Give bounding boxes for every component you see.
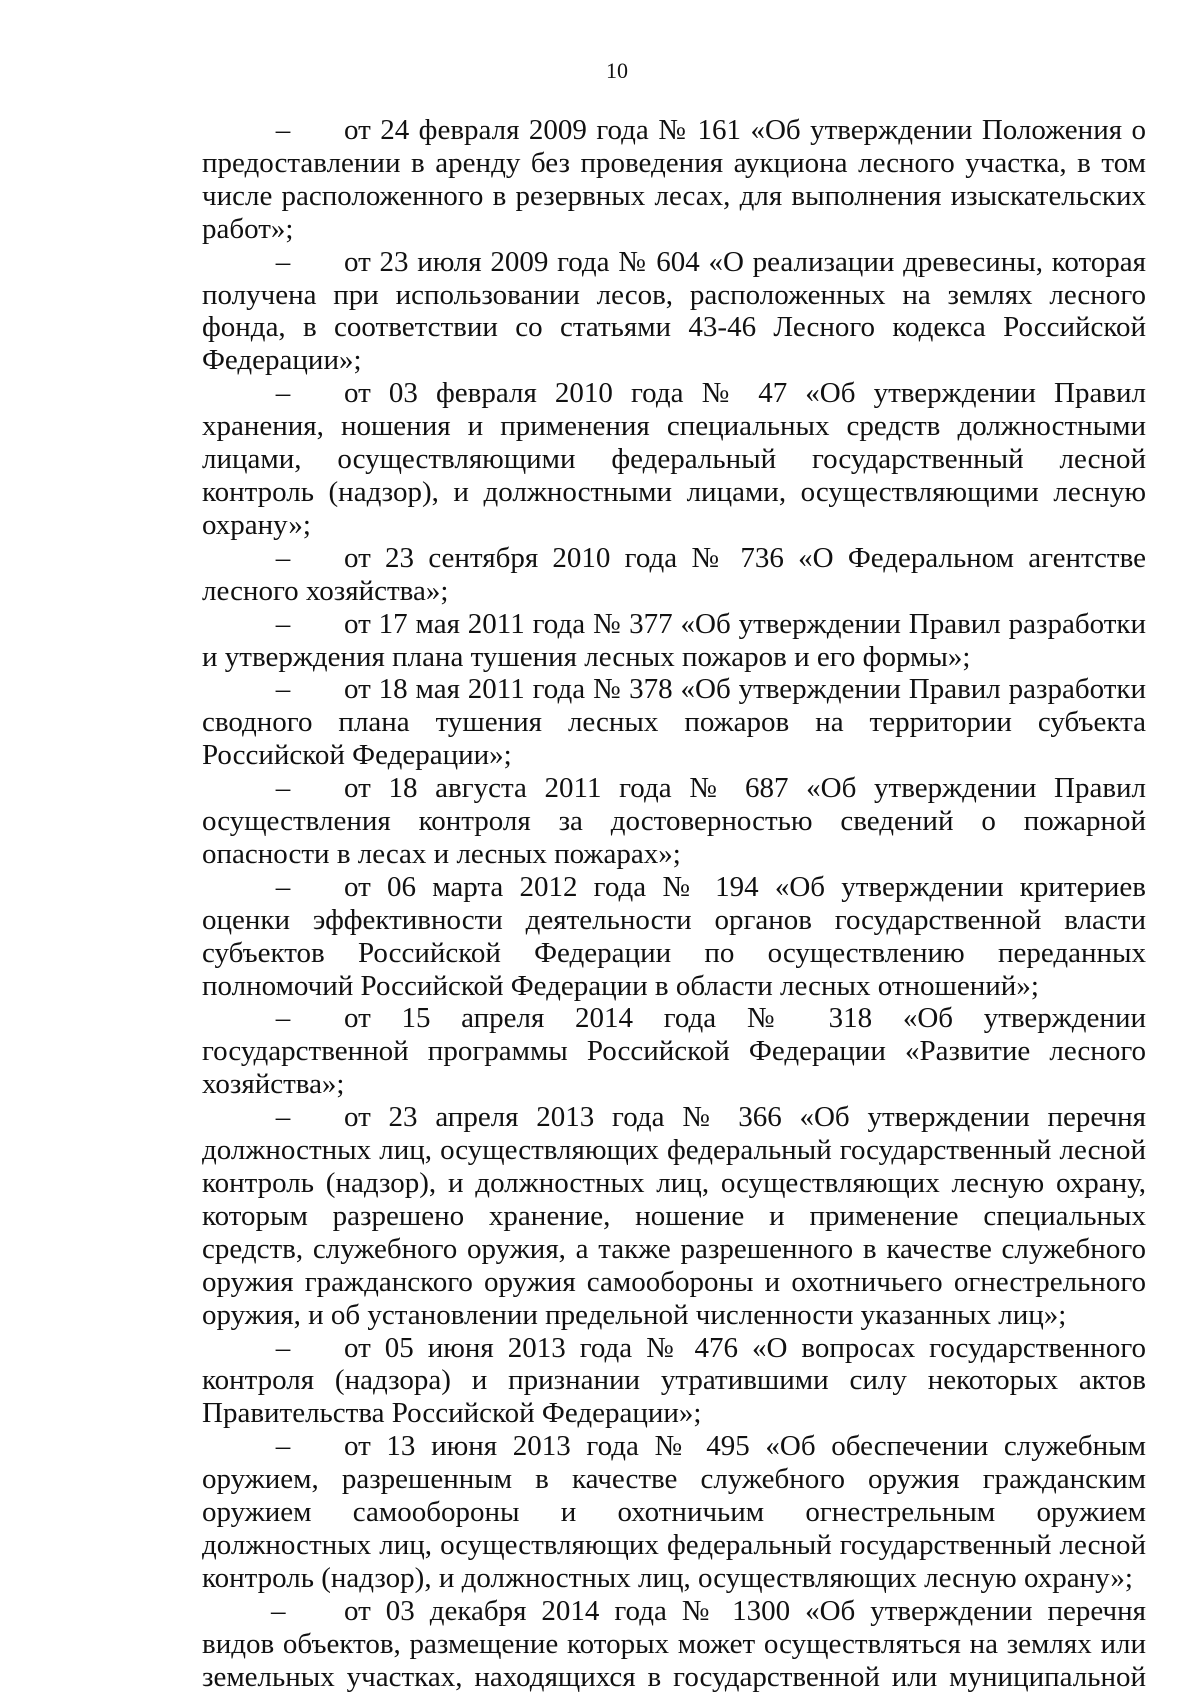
decree-item xyxy=(202,1332,1146,1431)
decree-item xyxy=(202,377,1146,542)
decree-item xyxy=(202,1002,1146,1101)
dash-marker: – xyxy=(275,377,291,410)
decree-text: от 23 апреля 2013 года № 366 «Об утверждении перечня должностных лиц, осуществляющих федеральный государственный лесной контроль (надзор), и должностных лиц, осуществляющих лесную охрану, которым разрешено хранение, ношение и применение специальных средств, служебного оружия, а также разрешенного в качестве служебного оружия гражданского оружия самообороны и охотничьего огнестрельного оружия, и об установлении предельной численности указанных лиц»; xyxy=(202,1101,1146,1331)
dash-marker: – xyxy=(275,541,291,574)
decree-text: от 05 июня 2013 года № 476 «О вопросах государственного контроля (надзора) и признании утратившими силу некоторых актов Правительства Российской Федерации»; xyxy=(202,1331,1146,1430)
decree-item xyxy=(202,114,1146,246)
decree-item xyxy=(202,1430,1146,1595)
decree-text: от 15 апреля 2014 года № 318 «Об утверждении государственной программы Российской Федерации «Развитие лесного хозяйства»; xyxy=(202,1002,1146,1101)
dash-marker: – xyxy=(275,673,291,706)
decree-item xyxy=(202,1595,1146,1694)
dash-marker: – xyxy=(275,1430,291,1463)
decree-item xyxy=(202,246,1146,378)
decree-text: от 18 августа 2011 года № 687 «Об утверждении Правил осуществления контроля за достоверностью сведений о пожарной опасности в лесах и лесных пожарах»; xyxy=(202,772,1146,870)
dash-marker: – xyxy=(275,1331,291,1364)
decree-item xyxy=(202,673,1146,772)
decree-text: от 03 декабря 2014 года № 1300 «Об утверждении перечня видов объектов, размещение которых может осуществляться на землях или земельных участках, находящихся в государственной или муниципальной xyxy=(202,1594,1146,1693)
decree-item xyxy=(202,608,1146,674)
dash-marker: – xyxy=(275,1101,291,1134)
dash-marker: – xyxy=(275,114,291,146)
decree-text: от 18 мая 2011 года № 378 «Об утверждении Правил разработки сводного плана тушения лесных пожаров на территории субъекта Российской Федерации»; xyxy=(202,673,1146,772)
decree-text: от 06 марта 2012 года № 194 «Об утверждении критериев оценки эффективности деятельности органов государственной власти субъектов Российской Федерации по осуществлению переданных полномочий Российской Федерации в области лесных отношений»; xyxy=(202,870,1146,1002)
decree-item xyxy=(202,542,1146,608)
decree-item xyxy=(202,871,1146,1003)
decree-item xyxy=(202,772,1146,871)
decree-text: от 17 мая 2011 года № 377 «Об утверждении Правил разработки и утверждения плана тушения лесных пожаров и его формы»; xyxy=(202,607,1146,673)
dash-marker: – xyxy=(275,245,291,278)
dash-marker: – xyxy=(275,607,291,640)
dash-marker: – xyxy=(275,772,291,805)
page-number: 10 xyxy=(606,58,628,83)
decree-text: от 23 июля 2009 года № 604 «О реализации древесины, которая получена при использовании лесов, расположенных на землях лесного фонда, в соответствии со статьями 43-46 Лесного кодекса Российской Федерации»; xyxy=(202,245,1146,377)
dash-marker: – xyxy=(275,1002,291,1035)
decree-text: от 23 сентября 2010 года № 736 «О Федеральном агентстве лесного хозяйства»; xyxy=(202,541,1146,607)
dash-marker: – xyxy=(271,1594,286,1627)
dash-marker: – xyxy=(275,870,291,903)
decree-text: от 24 февраля 2009 года № 161 «Об утверждении Положения о предоставлении в аренду без проведения аукциона лесного участка, в том числе расположенного в резервных лесах, для выполнения изыскательских работ»; xyxy=(202,114,1146,245)
decree-list xyxy=(202,114,1146,1694)
decree-item xyxy=(202,1101,1146,1331)
decree-text: от 03 февраля 2010 года № 47 «Об утверждении Правил хранения, ношения и применения специальных средств должностными лицами, осуществляющими федеральный государственный лесной контроль (надзор), и должностными лицами, осуществляющими лесную охрану»; xyxy=(202,377,1146,541)
decree-text: от 13 июня 2013 года № 495 «Об обеспечении служебным оружием, разрешенным в качестве служебного оружия гражданским оружием самообороны и охотничьим огнестрельным оружием должностных лиц, осуществляющих федеральный государственный лесной контроль (надзор), и должностных лиц, осуществляющих лесную охрану»; xyxy=(202,1430,1146,1594)
